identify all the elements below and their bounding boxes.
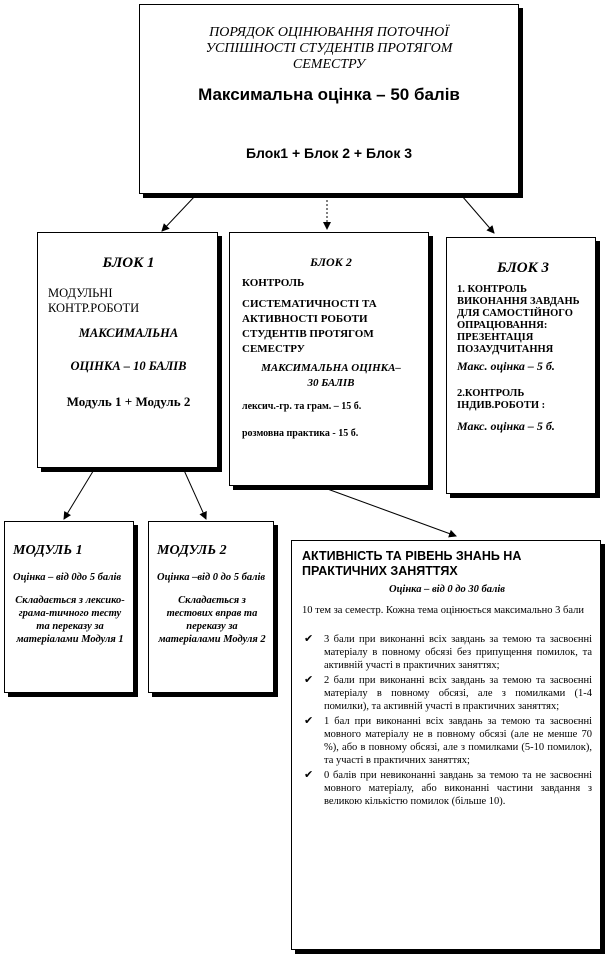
block3-item2-score: Макс. оцінка – 5 б. (457, 419, 555, 433)
top-box (139, 4, 519, 194)
module2-heading: МОДУЛЬ 2 (157, 543, 227, 558)
block2-item2: розмовна практика - 15 б. (242, 428, 359, 439)
block1-max-label: МАКСИМАЛЬНА (78, 326, 179, 340)
check-icon: ✔ (304, 715, 314, 727)
block3-item1-score: Макс. оцінка – 5 б. (457, 359, 555, 373)
block3-item1: 1. КОНТРОЛЬ ВИКОНАННЯ ЗАВДАНЬ ДЛЯ САМОСТІЙНОГО ОПРАЦЮВАННЯ: ПРЕЗЕНТАЦІЯ ПОЗАУДЧИТАННЯ (457, 284, 580, 355)
block2-box (229, 232, 429, 486)
block1-max-value: ОЦІНКА – 10 БАЛІВ (70, 359, 187, 373)
arrow-block1-to-module2 (183, 468, 206, 519)
module1-desc: Складається з лексико-грама-тичного тесту та переказу за матеріалами Модуля 1 (15, 595, 125, 645)
module1-heading: МОДУЛЬ 1 (13, 543, 83, 558)
block2-line1: КОНТРОЛЬ (242, 277, 305, 289)
arrow-block1-to-module1 (64, 468, 95, 519)
arrow-top-to-block3 (462, 196, 494, 233)
arrow-top-to-block1 (162, 196, 195, 231)
block1-heading: БЛОК 1 (102, 255, 155, 271)
check-icon: ✔ (304, 769, 314, 781)
blocks-formula: Блок1 + Блок 2 + Блок 3 (245, 145, 413, 161)
module1-box (4, 521, 134, 693)
check-icon: ✔ (304, 674, 314, 686)
criteria-item-3: ✔ 3 бали при виконанні всіх завдань за темою та засвоєнні матеріалу в повному обсязі без припущення помилок, та активній участі в практичних заняттях; (304, 633, 592, 671)
block1-line1: МОДУЛЬНІ (48, 286, 113, 300)
block2-max-value: 30 БАЛІВ (307, 377, 355, 389)
block3-heading: БЛОК 3 (496, 260, 550, 276)
block1-formula: Модуль 1 + Модуль 2 (66, 394, 191, 409)
activity-box (291, 540, 601, 950)
max-score: Максимальна оцінка – 50 балів (198, 85, 460, 104)
block3-box (446, 237, 596, 494)
criteria-item-1: ✔ 1 бал при виконанні всіх завдань за темою та засвоєнні мовного матеріалу не в повному обсязі (але не менше 70 %), або в повному обсязі, але з помилками (5-10 помилок), та участі в практичних заняттях; (304, 715, 592, 766)
criteria-item-2: ✔ 2 бали при виконанні всіх завдань за темою та засвоєнні матеріалу в повному обсязі, але з помилками (1-4 помилки), та активній участі в практичних заняттях; (304, 674, 592, 712)
block2-max-label: МАКСИМАЛЬНА ОЦІНКА– (261, 362, 401, 374)
check-icon: ✔ (304, 633, 314, 645)
block1-box (37, 232, 218, 468)
block2-heading: БЛОК 2 (310, 255, 352, 269)
block2-item1: лексич.-гр. та грам. – 15 б. (242, 401, 362, 412)
module1-score: Оцінка – від 0до 5 балів (13, 572, 122, 583)
top-title: ПОРЯДОК ОЦІНЮВАННЯ ПОТОЧНОЇ УСПІШНОСТІ СТУДЕНТІВ ПРОТЯГОМ СЕМЕСТРУ (205, 25, 453, 72)
criteria-item-0: ✔ 0 балів при невиконанні завдань за темою та не засвоєнні мовного матеріалу, або виконанні частини завдання з великою кількістю помилок (більше 10). (304, 769, 592, 807)
block3-item2: 2.КОНТРОЛЬ ІНДИВ.РОБОТИ : (457, 388, 546, 411)
module2-box (148, 521, 274, 693)
module2-score: Оцінка –від 0 до 5 балів (157, 572, 266, 583)
block2-line2: СИСТЕМАТИЧНОСТІ ТА АКТИВНОСТІ РОБОТИ СТУДЕНТІВ ПРОТЯГОМ СЕМЕСТРУ (242, 298, 377, 355)
activity-intro: 10 тем за семестр. Кожна тема оцінюється максимально 3 бали (302, 605, 584, 616)
module2-desc: Складається з тестових вправ та переказу за матеріалами Модуля 2 (158, 595, 266, 645)
arrow-block2-to-activity (322, 487, 456, 536)
block1-line2: КОНТР.РОБОТИ (48, 301, 140, 315)
activity-heading: АКТИВНІСТЬ ТА РІВЕНЬ ЗНАНЬ НА ПРАКТИЧНИХ ЗАНЯТТЯХ (302, 549, 522, 578)
activity-criteria-list (302, 633, 592, 808)
activity-score: Оцінка – від 0 до 30 балів (389, 584, 505, 595)
